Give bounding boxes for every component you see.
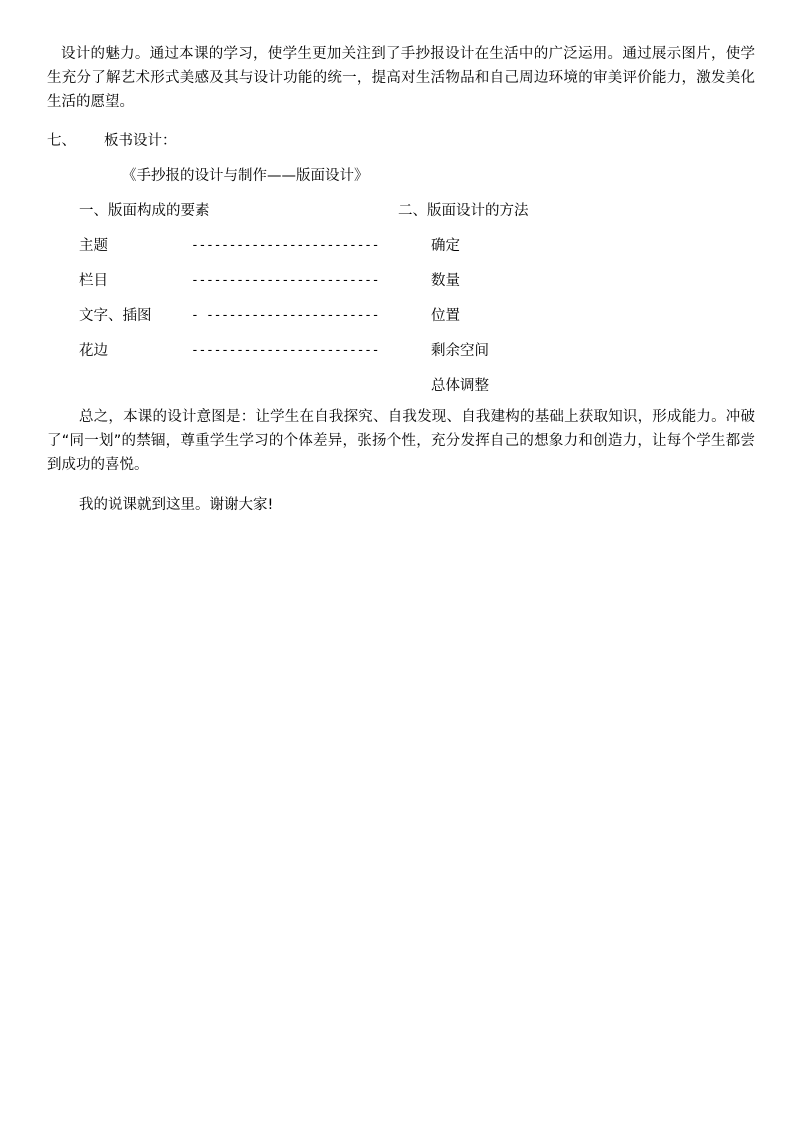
element-label: 主题 <box>79 238 108 254</box>
left-column-heading: 一、版面构成的要素 <box>79 203 210 219</box>
element-label: 花边 <box>79 343 108 359</box>
board-title: 《手抄报的设计与制作——版面设计》 <box>122 168 369 184</box>
dash-connector: - ----------------------- <box>191 308 380 323</box>
intro-paragraph: 设计的魅力。通过本课的学习，使学生更加关注到了手抄报设计在生活中的广泛运用。通过展示图片，使学生充分了解艺术形式美感及其与设计功能的统一，提高对生活物品和自己周边环境的审美评价能力，激发美化生活的愿望。 <box>47 46 755 110</box>
method-label: 确定 <box>431 238 460 254</box>
section-title: 板书设计： <box>104 133 177 149</box>
method-label: 总体调整 <box>431 378 489 394</box>
summary-paragraph: 总之，本课的设计意图是：让学生在自我探究、自我发现、自我建构的基础上获取知识，形成能力。冲破了“同一划”的禁锢，尊重学生学习的个体差异，张扬个性，充分发挥自己的想象力和创造力，让每个学生都尝到成功的喜悦。 <box>47 409 755 473</box>
closing-remark: 我的说课就到这里。谢谢大家! <box>79 497 274 513</box>
dash-connector: ------------------------- <box>191 273 380 288</box>
method-label: 位置 <box>431 308 460 324</box>
method-label: 剩余空间 <box>431 343 489 359</box>
section-number: 七、 <box>47 133 76 149</box>
element-label: 栏目 <box>79 273 108 289</box>
right-column-heading: 二、版面设计的方法 <box>398 203 529 219</box>
element-label: 文字、插图 <box>79 308 152 324</box>
dash-connector: ------------------------- <box>191 238 380 253</box>
method-label: 数量 <box>431 273 460 289</box>
dash-connector: ------------------------- <box>191 343 380 358</box>
